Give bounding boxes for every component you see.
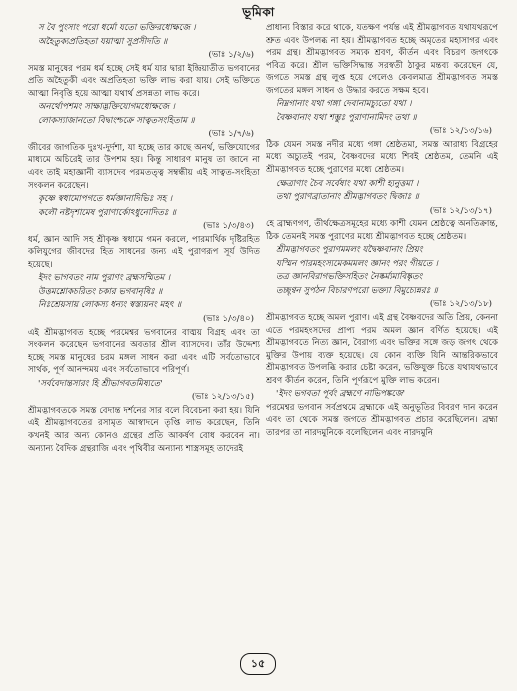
body-paragraph: ধর্ম, জ্ঞান আদি সহ শ্রীকৃষ্ণ স্বধামে গমন করলে, পারমার্থিক দৃষ্টিরহিত কলিযুগের জীবদের হিত সাধনের জন্য এই পুরাণরূপ সূর্য উদিত হয়েছে। <box>28 234 260 270</box>
body-paragraph: সমস্ত মানুষের পরম ধর্ম হচ্ছে সেই ধর্ম যার দ্বারা ইন্দ্রিয়াতীত ভগবানের প্রতি অহৈতুকী এবং অপ্রতিহতা ভক্তি লাভ করা যায়। সেই ভক্তিতে আত্মা নিবৃত্তি হয়ে আত্মা যথার্থ প্রসন্নতা লাভ করে। <box>28 63 260 99</box>
verse-line: ক্ষেত্রাণাং চৈব সর্বেষাং যথা কাশী হ্যনুত্তমা । <box>276 178 419 189</box>
verse-line: কৃষ্ণে স্বধামোপগতে ধর্মজ্ঞানাদিভিঃ সহ । <box>38 194 173 205</box>
body-paragraph: শ্রীমদ্ভাগবতকে সমস্ত বেদান্ত দর্শনের সার বলে বিবেচনা করা হয়। যিনি এই শ্রীমদ্ভাগবতের রসামৃত আস্বাদনে তৃপ্তি লাভ করেছেন, তিনি কখনই আর অন্য কোনও গ্রন্থের প্রতি আকর্ষণ বোধ করবেন না। অন্যান্য বৈদিক গ্রন্থরাজি এবং পৃথিবীর অন্যান্য শাস্ত্রসমূহ তাদেরই <box>28 405 260 454</box>
page-title: ভূমিকা <box>242 5 275 19</box>
verse-reference: (ভাঃ ১২/১৩/১৬) <box>429 126 492 137</box>
verse-reference: (ভাঃ ১/২/৬) <box>208 50 254 61</box>
right-column <box>266 22 498 644</box>
verse-line: ইদং ভাগবতং নাম পুরাণং ব্রহ্মসম্মিতম । <box>38 273 171 284</box>
verse-line: উত্তমশ্লোকচরিতং চকার ভগবানৃষিঃ ॥ <box>38 286 163 297</box>
verse-line: লোকস্যাজানতো বিদ্বাংশ্চক্রে সাত্বতসংহিতাম ॥ <box>38 115 195 126</box>
body-paragraph: শ্রীমদ্ভাগবত হচ্ছে অমল পুরাণ। এই গ্রন্থ বৈষ্ণবদের অতি প্রিয়, কেননা এতে পরমহংসদের প্রাপ্য পরম অমল জ্ঞান বর্ণিত হয়েছে। এই শ্রীমদ্ভাগবতে নিত্য জ্ঞান, বৈরাগ্য এবং ভক্তির সঙ্গে জড় জগৎ থেকে মুক্তির উপায় ব্যক্ত হয়েছে। যে কোন ব্যক্তি যিনি আন্তরিকভাবে শ্রীমদ্ভাগবত উপলব্ধি করার চেষ্টা করেন, ভক্তিযুক্ত চিত্তে যথাযথভাবে শ্রবণ কীর্তন করেন, তিনি পূর্ণরূপে মুক্তি লাভ করেন। <box>266 313 498 386</box>
verse-reference: (ভাঃ ১২/১৩/১৫) <box>191 392 254 403</box>
page-number: ১৫ <box>240 653 276 675</box>
verse-line: অনর্থোপশমং সাক্ষাদ্ভক্তিযোগমধোক্ষজে । <box>38 102 175 113</box>
verse-line: 'সর্ববেদান্তসারং হি শ্রীভাগবতমিষ্যতে' <box>38 378 163 389</box>
verse-line: কলৌ নষ্টদৃশামেষ পুরাণার্কোঽধুনোদিতঃ ॥ <box>38 207 176 218</box>
body-paragraph: ঠিক যেমন সমস্ত নদীর মধ্যে গঙ্গা শ্রেষ্ঠতমা, সমস্ত আরাধ্য বিগ্রহের মধ্যে অচ্যুতই পরম, বৈষ্ণবদের মধ্যে শিবই শ্রেষ্ঠতম, তেমনি এই শ্রীমদ্ভাগবত হচ্ছে পুরাণের মধ্যে শ্রেষ্ঠতম। <box>266 139 498 176</box>
verse-line: তত্র জ্ঞানবিরাগভক্তিসহিতং নৈষ্কর্ম্যমাবিষ্কৃতং <box>276 272 423 283</box>
verse-line: তথা পুরাণব্রাতানাং শ্রীমদ্ভাগবতং দ্বিজাঃ ॥ <box>276 192 419 203</box>
verse-line: যস্মিন পারমহংস্যমেকমমলং জ্ঞানং পরং গীয়তে । <box>276 258 439 269</box>
body-paragraph: এই শ্রীমদ্ভাগবত হচ্ছে পরমেশ্বর ভগবানের বাঙ্ময় বিগ্রহ এবং তা সংকলন করেছেন ভগবানের অবতার শ্রীল ব্যাসদেব। তাঁর উদ্দেশ্য হচ্ছে সমস্ত মানুষের চরম মঙ্গল সাধন করা এবং এটি সর্বতোভাবে সার্থক, পূর্ণ আনন্দময় এবং সর্বতোভাবে পরিপূর্ণ। <box>28 327 260 376</box>
verse-line: শ্রীমদ্ভাগবতং পুরাণমমলং যদ্বৈষ্ণবানাং প্রিয়ং <box>276 245 423 256</box>
verse-reference: (ভাঃ ১২/১৩/১৭) <box>429 205 492 216</box>
verse-line: বৈষ্ণবানাং যথা শম্ভুঃ পুরাণানামিদং তথা ॥ <box>276 112 417 123</box>
body-paragraph: জীবের জাগতিক দুঃখ-দুর্দশা, যা হচ্ছে তার কাছে অনর্থ, ভক্তিযোগের মাধ্যমে অচিরেই তার উপশম হয়। কিন্তু সাধারণ মানুষ তা জানে না এবং তাই মহাজ্ঞানী ব্যাসদেব পরমতত্ত্ব সম্বন্ধীয় এই সাত্বত-সংহিতা সংকলন করেছেন। <box>28 142 260 191</box>
verse-line: অহৈতুক্যপ্রতিহতা যয়াত্মা সুপ্রসীদতি ॥ <box>38 36 168 47</box>
verse-reference: (ভাঃ ১/৭/৬) <box>208 129 254 140</box>
verse-line: তচ্ছৃণ্বন সুপঠন বিচারণপরো ভক্ত্যা বিমুচ্যেন্নরঃ ॥ <box>276 285 438 296</box>
left-column <box>28 22 260 644</box>
verse-reference: (ভাঃ ১২/১৩/১৮) <box>429 299 492 310</box>
body-paragraph: পরমেশ্বর ভগবান সর্বপ্রথমে ব্রহ্মাকে এই অনুভূতির বিবরণ দান করেন এবং তা থেকে সমস্ত জগতে শ্রীমদ্ভাগবত প্রচার করেছিলেন। ব্রহ্মা তারপর তা নারদমুনিকে বলেছিলেন এবং নারদমুনি <box>266 402 498 438</box>
verse-line: নিম্নগানাং যথা গঙ্গা দেবানামচ্যুতো যথা । <box>276 99 412 110</box>
verse-line: 'ইদং ভগবতা পূর্বং ব্রহ্মণে নাভিপঙ্কজে' <box>276 389 405 400</box>
verse-reference: (ভাঃ ১/৩/৪০) <box>202 314 254 325</box>
verse-line: স বৈ পুংসাং পরো ধর্মো যতো ভক্তিরধোক্ষজে । <box>38 23 196 33</box>
body-paragraph: হে ব্রাহ্মণগণ, তীর্থক্ষেত্রসমূহের মধ্যে কাশী যেমন শ্রেষ্ঠত্বে অনতিক্রান্ত, ঠিক তেমনই সমস্ত পুরাণের মধ্যে শ্রীমদ্ভাগবত হচ্ছে শ্রেষ্ঠতম। <box>266 219 498 242</box>
verse-line: নিঃশ্রেয়সায় লোকস্য ধন্যং স্বস্ত্যয়নং মহৎ ॥ <box>38 300 182 311</box>
verse-reference: (ভাঃ ১/৩/৪৩) <box>202 221 254 232</box>
body-paragraph: প্রাধান্য বিস্তার করে থাকে, যতক্ষণ পর্যন্ত এই শ্রীমদ্ভাগবত যথাযথরূপে শ্রুত এবং উপলব্ধ না হয়। শ্রীমদ্ভাগবত হচ্ছে অমৃতের মহাসাগর এবং পরম গ্রন্থ। শ্রীমদ্ভাগবত সম্যক শ্রবণ, কীর্তন এবং বিচরণ জগৎকে পবিত্র করে। শ্রীল ভক্তিসিদ্ধান্ত সরস্বতী ঠাকুর মন্তব্য করেছেন যে, জগতে সমস্ত গ্রন্থ লুপ্ত হয়ে গেলেও কেবলমাত্র শ্রীমদ্ভাগবত সমস্ত জগতের মঙ্গল সাধন ও উদ্ধার করতে সক্ষম হবে। <box>266 23 498 96</box>
